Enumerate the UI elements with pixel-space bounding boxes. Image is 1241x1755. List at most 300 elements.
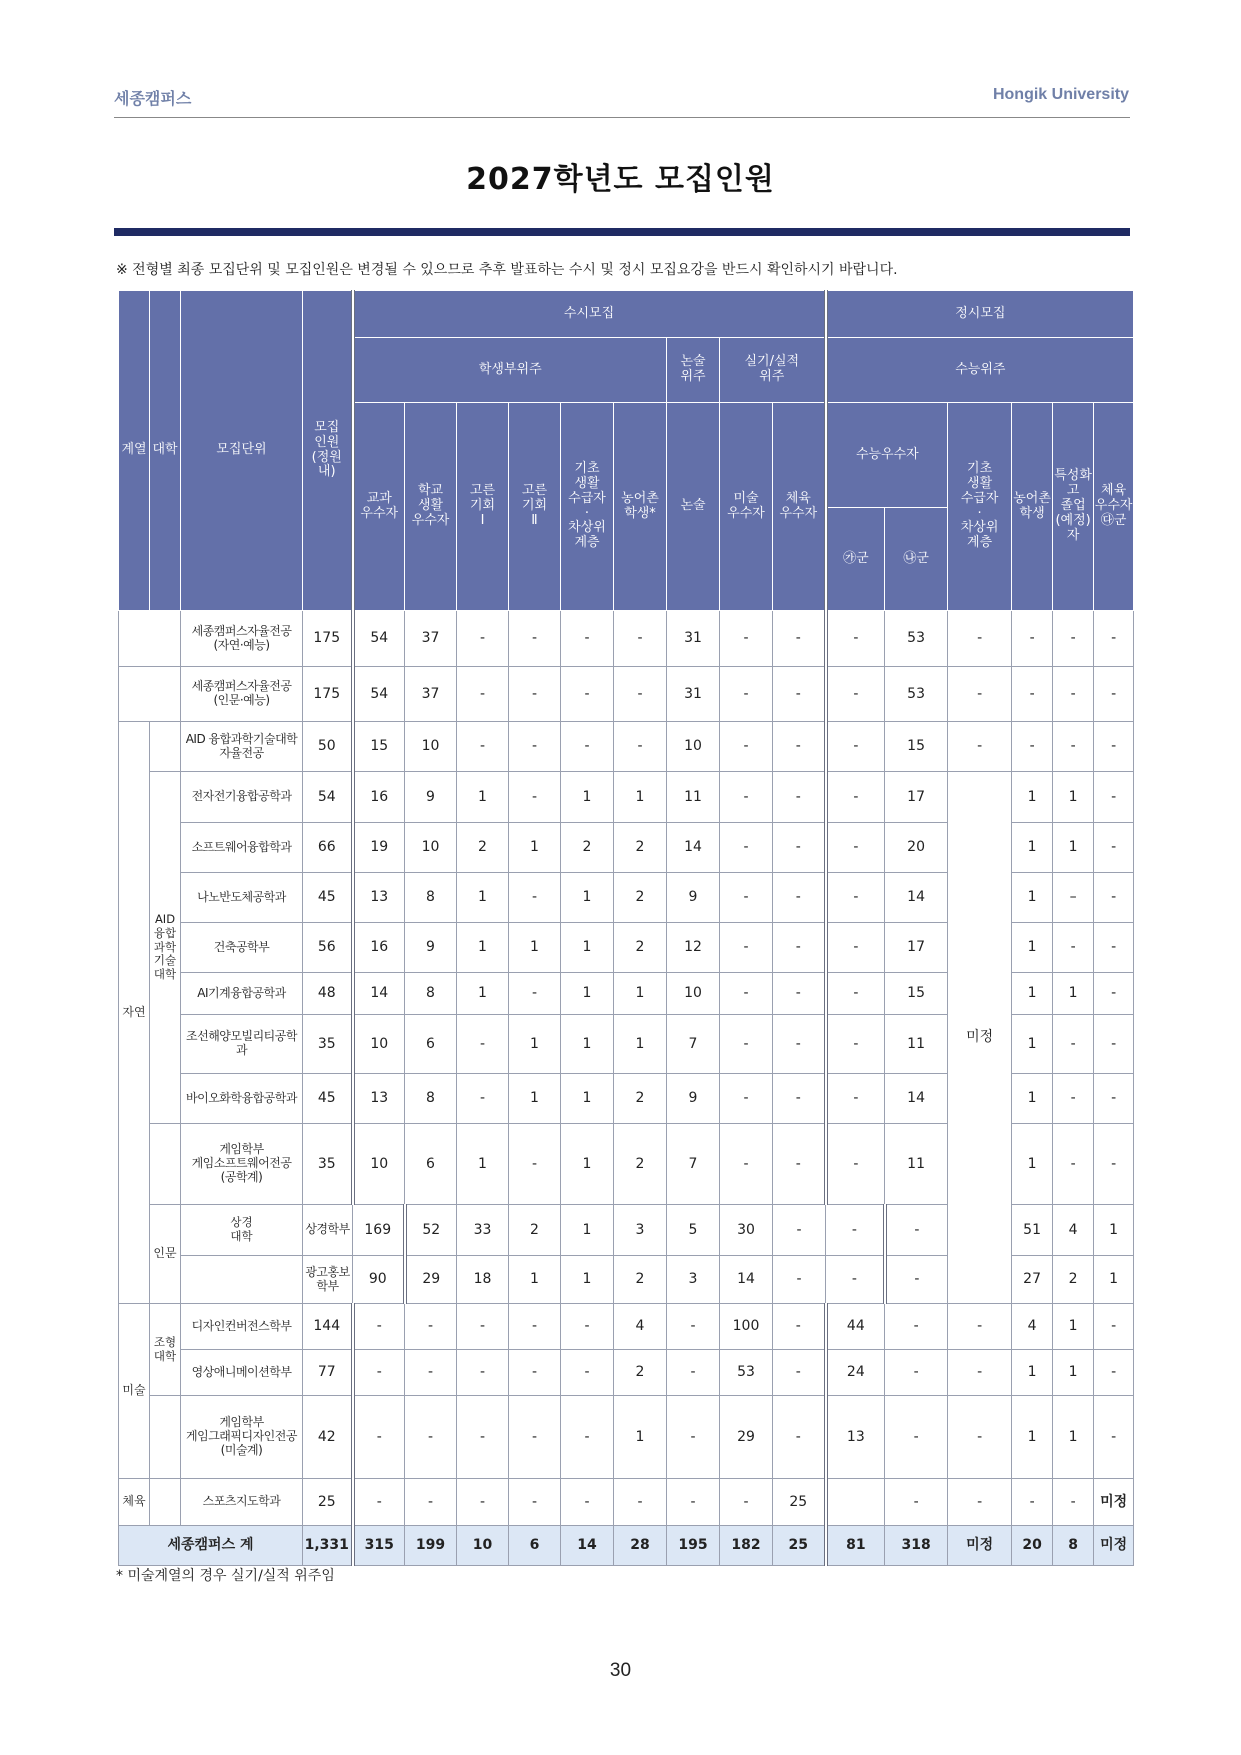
unit-cell: 영상애니메이션학부 <box>181 1350 303 1396</box>
total-cell: 315 <box>353 1526 405 1566</box>
cell: 37 <box>405 667 457 722</box>
cell: - <box>720 973 773 1015</box>
cell: 1 <box>614 772 667 823</box>
total-cell: 8 <box>1053 1526 1094 1566</box>
cell: - <box>561 611 614 667</box>
silgi-group-header: 실기/실적 위주 <box>720 338 826 403</box>
header-divider <box>114 117 1130 118</box>
group-cell <box>119 611 181 667</box>
cell: - <box>720 1479 773 1526</box>
jeongsi-header: 정시모집 <box>826 291 1134 338</box>
cell: 8 <box>405 973 457 1015</box>
cell: 5 <box>667 1205 720 1256</box>
cell: - <box>773 823 826 873</box>
cell: - <box>1053 722 1094 772</box>
cell: 4 <box>614 1304 667 1350</box>
cell: - <box>1094 923 1134 973</box>
cell: - <box>509 667 561 722</box>
cell: 15 <box>885 722 948 772</box>
cell: 18 <box>457 1256 509 1304</box>
cell: 10 <box>353 1015 405 1074</box>
cell: - <box>1094 1124 1134 1205</box>
cell: - <box>948 722 1012 772</box>
cell: 1 <box>561 1205 614 1256</box>
cell: 4 <box>1053 1205 1094 1256</box>
group-cell <box>119 667 181 722</box>
cell: 12 <box>667 923 720 973</box>
mijeong-merged-cell: 미정 <box>948 772 1012 1304</box>
cell: - <box>948 1479 1012 1526</box>
cell: 14 <box>885 1074 948 1124</box>
cell: 25 <box>303 1479 353 1526</box>
cell: 45 <box>303 1074 353 1124</box>
cell: 14 <box>720 1256 773 1304</box>
cell: 1 <box>1053 973 1094 1015</box>
cell: - <box>948 1350 1012 1396</box>
cell: - <box>1053 1124 1094 1205</box>
cell: 1 <box>509 1256 561 1304</box>
cell: 100 <box>720 1304 773 1350</box>
cell: 42 <box>303 1396 353 1479</box>
cell: 10 <box>405 722 457 772</box>
cell: 11 <box>885 1124 948 1205</box>
cell: - <box>773 1124 826 1205</box>
table-row <box>119 1479 1134 1526</box>
cell: 45 <box>303 873 353 923</box>
cell: 1 <box>1012 1015 1053 1074</box>
col-gicho2-header: 기초 생활 수급자 · 차상위 계층 <box>948 403 1012 611</box>
cell: - <box>720 1074 773 1124</box>
table-row <box>119 611 1134 667</box>
cell: 54 <box>303 772 353 823</box>
cell: 52 <box>405 1205 457 1256</box>
cell: 15 <box>885 973 948 1015</box>
cell: 1 <box>614 1396 667 1479</box>
cell: 53 <box>885 667 948 722</box>
cell: 1 <box>1053 1304 1094 1350</box>
cell: 29 <box>720 1396 773 1479</box>
cell: - <box>1094 611 1134 667</box>
cell: - <box>561 1479 614 1526</box>
cell: 1 <box>614 1015 667 1074</box>
table-row <box>119 1350 1134 1396</box>
cell: 30 <box>720 1205 773 1256</box>
cell: 3 <box>614 1205 667 1256</box>
cell: 9 <box>405 923 457 973</box>
col-quota-header: 모집 인원 (정원내) <box>303 291 353 611</box>
cell: 1 <box>561 1015 614 1074</box>
total-cell: 318 <box>885 1526 948 1566</box>
cell: 53 <box>885 611 948 667</box>
cell: - <box>773 923 826 973</box>
cell: - <box>405 1304 457 1350</box>
cell: 미정 <box>1094 1479 1134 1526</box>
cell: 56 <box>303 923 353 973</box>
cell: - <box>1094 1396 1134 1479</box>
total-cell: 10 <box>457 1526 509 1566</box>
cell: - <box>1094 1015 1134 1074</box>
col-suneung-header: 수능우수자 <box>826 403 948 508</box>
col-gicho-header: 기초 생활 수급자 · 차상위 계층 <box>561 403 614 611</box>
cell: 48 <box>303 973 353 1015</box>
col-ga-header: ㉮군 <box>826 508 885 611</box>
cell: - <box>885 1256 948 1304</box>
cell: 10 <box>353 1124 405 1205</box>
cell: - <box>1094 1074 1134 1124</box>
cell: 19 <box>353 823 405 873</box>
cell: - <box>509 973 561 1015</box>
cell: 1 <box>1053 823 1094 873</box>
table-row <box>119 772 1134 823</box>
cell: - <box>509 722 561 772</box>
cell: - <box>948 611 1012 667</box>
title-bar <box>114 228 1130 236</box>
cell: - <box>667 1350 720 1396</box>
cell: 27 <box>1012 1256 1053 1304</box>
cell: - <box>826 1124 885 1205</box>
cell: - <box>773 722 826 772</box>
cell: - <box>826 667 885 722</box>
cell: - <box>614 722 667 772</box>
cell: 1 <box>561 873 614 923</box>
total-cell: 20 <box>1012 1526 1053 1566</box>
total-cell: 25 <box>773 1526 826 1566</box>
cell: 1 <box>457 1124 509 1205</box>
col-cheyuk2-header: 체육 우수자 ㉰군 <box>1094 403 1134 611</box>
cell: - <box>885 1396 948 1479</box>
unit-cell: AID 융합과학기술대학 자율전공 <box>181 722 303 772</box>
col-nongeo2-header: 농어촌 학생 <box>1012 403 1053 611</box>
cell: - <box>405 1350 457 1396</box>
cell: 1 <box>509 823 561 873</box>
cell: - <box>509 1304 561 1350</box>
cell: 9 <box>667 1074 720 1124</box>
cell <box>826 1479 885 1526</box>
table-row <box>119 722 1134 772</box>
cell: 17 <box>885 923 948 973</box>
suneung-group-header: 수능위주 <box>826 338 1134 403</box>
cell: - <box>948 1304 1012 1350</box>
cell: - <box>457 667 509 722</box>
cell: - <box>1094 1350 1134 1396</box>
cell: - <box>948 1396 1012 1479</box>
quota-table <box>118 290 1134 1566</box>
college-cell <box>181 1256 303 1304</box>
college-cell <box>150 1479 181 1526</box>
cell: - <box>885 1350 948 1396</box>
col-misul-header: 미술 우수자 <box>720 403 773 611</box>
unit-cell: 조선해양모빌리티공학과 <box>181 1015 303 1074</box>
cell: 20 <box>885 823 948 873</box>
cell: - <box>457 1015 509 1074</box>
cell: - <box>509 1350 561 1396</box>
cell: 1 <box>1094 1256 1134 1304</box>
cell: 1 <box>1053 772 1094 823</box>
cell: 1 <box>509 1015 561 1074</box>
col-goreun2-header: 고른 기회 Ⅱ <box>509 403 561 611</box>
cell: 3 <box>667 1256 720 1304</box>
cell: - <box>1053 611 1094 667</box>
cell: - <box>1012 611 1053 667</box>
cell: - <box>826 1256 885 1304</box>
cell: 35 <box>303 1124 353 1205</box>
cell: - <box>773 1256 826 1304</box>
cell: - <box>457 611 509 667</box>
cell: - <box>885 1479 948 1526</box>
group-misul: 미술 <box>119 1304 150 1479</box>
cell: - <box>1094 667 1134 722</box>
cell: - <box>667 1304 720 1350</box>
total-cell: 미정 <box>948 1526 1012 1566</box>
col-goreun1-header: 고른 기회 Ⅰ <box>457 403 509 611</box>
cell: - <box>457 1074 509 1124</box>
cell: 2 <box>614 1256 667 1304</box>
college-cell <box>150 1396 181 1479</box>
unit-cell: 상경학부 <box>303 1205 353 1256</box>
col-hakgyo-header: 학교 생활 우수자 <box>405 403 457 611</box>
col-na-header: ㉯군 <box>885 508 948 611</box>
cell: - <box>405 1479 457 1526</box>
cell: - <box>614 1479 667 1526</box>
col-cheyuk-header: 체육 우수자 <box>773 403 826 611</box>
cell: 14 <box>667 823 720 873</box>
cell: 1 <box>1094 1205 1134 1256</box>
cell: - <box>509 873 561 923</box>
header-row-1 <box>119 291 1134 338</box>
unit-cell: 건축공학부 <box>181 923 303 973</box>
cell: 44 <box>826 1304 885 1350</box>
unit-cell: 소프트웨어융합학과 <box>181 823 303 873</box>
cell: 1 <box>457 923 509 973</box>
col-unit-header: 모집단위 <box>181 291 303 611</box>
cell: - <box>1012 667 1053 722</box>
cell: 1 <box>1053 1350 1094 1396</box>
unit-cell: 스포츠지도학과 <box>181 1479 303 1526</box>
cell: 31 <box>667 611 720 667</box>
cell: - <box>509 611 561 667</box>
cell: 31 <box>667 667 720 722</box>
cell: - <box>885 1205 948 1256</box>
cell: - <box>561 1396 614 1479</box>
cell: 13 <box>826 1396 885 1479</box>
cell: 1 <box>1012 873 1053 923</box>
cell: 54 <box>353 611 405 667</box>
group-jayeon: 자연 <box>119 722 150 1304</box>
susi-header: 수시모집 <box>353 291 826 338</box>
group-inmun: 인문 <box>150 1205 181 1304</box>
cell: 2 <box>614 873 667 923</box>
cell: - <box>1053 1074 1094 1124</box>
cell: - <box>457 1304 509 1350</box>
cell: 1 <box>457 772 509 823</box>
unit-cell: 바이오화학융합공학과 <box>181 1074 303 1124</box>
cell: - <box>353 1396 405 1479</box>
unit-cell: 디자인컨버전스학부 <box>181 1304 303 1350</box>
col-nonsul-header: 논술 <box>667 403 720 611</box>
cell: 50 <box>303 722 353 772</box>
cell: - <box>1094 823 1134 873</box>
college-johyeong: 조형 대학 <box>150 1304 181 1396</box>
cell: 11 <box>885 1015 948 1074</box>
cell: - <box>561 1304 614 1350</box>
cell: - <box>773 772 826 823</box>
campus-label: 세종캠퍼스 <box>114 89 192 108</box>
cell: - <box>948 667 1012 722</box>
cell: - <box>1053 667 1094 722</box>
cell: 9 <box>667 873 720 923</box>
total-cell: 182 <box>720 1526 773 1566</box>
col-college-header: 대학 <box>150 291 181 611</box>
cell: 2 <box>614 1074 667 1124</box>
cell: - <box>353 1350 405 1396</box>
cell: 8 <box>405 1074 457 1124</box>
cell: - <box>1094 722 1134 772</box>
total-cell: 81 <box>826 1526 885 1566</box>
table-row <box>119 1396 1134 1479</box>
cell: - <box>826 973 885 1015</box>
cell: 1 <box>1012 973 1053 1015</box>
cell: - <box>614 611 667 667</box>
cell: 13 <box>353 1074 405 1124</box>
group-cheyuk: 체육 <box>119 1479 150 1526</box>
cell: 54 <box>353 667 405 722</box>
cell: - <box>457 1396 509 1479</box>
cell: 175 <box>303 611 353 667</box>
cell: 10 <box>667 973 720 1015</box>
cell: 1 <box>509 923 561 973</box>
cell: 8 <box>405 873 457 923</box>
cell: 2 <box>614 823 667 873</box>
cell: 1 <box>561 772 614 823</box>
cell: 1 <box>1053 1396 1094 1479</box>
cell: - <box>1012 1479 1053 1526</box>
cell: - <box>509 1124 561 1205</box>
total-cell: 14 <box>561 1526 614 1566</box>
col-teuksong-header: 특성화 고 졸업 (예정) 자 <box>1053 403 1094 611</box>
cell: - <box>773 1304 826 1350</box>
college-cell <box>150 1124 181 1205</box>
cell: - <box>1053 923 1094 973</box>
cell: - <box>457 1350 509 1396</box>
cell: 53 <box>720 1350 773 1396</box>
cell: 13 <box>353 873 405 923</box>
cell: 4 <box>1012 1304 1053 1350</box>
unit-cell: 게임학부 게임소프트웨어전공 (공학계) <box>181 1124 303 1205</box>
cell: - <box>614 667 667 722</box>
total-row <box>119 1526 1134 1566</box>
cell: - <box>826 1015 885 1074</box>
cell: 17 <box>885 772 948 823</box>
cell: - <box>773 1205 826 1256</box>
cell: - <box>720 1124 773 1205</box>
cell: 1 <box>561 973 614 1015</box>
cell: - <box>773 611 826 667</box>
cell: 14 <box>353 973 405 1015</box>
cell: - <box>720 823 773 873</box>
cell: 2 <box>614 923 667 973</box>
col-nongeo-header: 농어촌 학생* <box>614 403 667 611</box>
cell: - <box>773 1350 826 1396</box>
cell: 1 <box>1012 823 1053 873</box>
total-label: 세종캠퍼스 계 <box>119 1526 303 1566</box>
cell: - <box>720 772 773 823</box>
table-row <box>119 667 1134 722</box>
cell: 51 <box>1012 1205 1053 1256</box>
cell: 1 <box>457 973 509 1015</box>
total-cell: 195 <box>667 1526 720 1566</box>
cell: - <box>773 667 826 722</box>
cell: - <box>773 1015 826 1074</box>
unit-cell: 전자전기융합공학과 <box>181 772 303 823</box>
cell: 1 <box>1012 1396 1053 1479</box>
cell: - <box>826 722 885 772</box>
cell: 1 <box>561 1124 614 1205</box>
cell: 2 <box>1053 1256 1094 1304</box>
cell: - <box>1053 1015 1094 1074</box>
page-title: 2027학년도 모집인원 <box>466 162 775 197</box>
cell: 1 <box>1012 772 1053 823</box>
notice-text: ※ 전형별 최종 모집단위 및 모집인원은 변경될 수 있으므로 추후 발표하는 수시 및 정시 모집요강을 반드시 확인하시기 바랍니다. <box>116 262 898 278</box>
cell: - <box>773 873 826 923</box>
cell: 2 <box>509 1205 561 1256</box>
cell: - <box>405 1396 457 1479</box>
cell: 2 <box>614 1350 667 1396</box>
cell: 2 <box>457 823 509 873</box>
cell: - <box>509 1396 561 1479</box>
cell: - <box>826 1205 885 1256</box>
cell: - <box>667 1479 720 1526</box>
cell: 90 <box>353 1256 405 1304</box>
cell: 2 <box>561 823 614 873</box>
cell: 16 <box>353 923 405 973</box>
cell: - <box>509 772 561 823</box>
cell: 6 <box>405 1015 457 1074</box>
cell: 1 <box>1012 1074 1053 1124</box>
cell: 10 <box>405 823 457 873</box>
unit-cell: AI기계융합공학과 <box>181 973 303 1015</box>
total-cell: 미정 <box>1094 1526 1134 1566</box>
cell: - <box>1094 1304 1134 1350</box>
cell: - <box>1012 722 1053 772</box>
cell: - <box>1053 1479 1094 1526</box>
page-number: 30 <box>609 1660 632 1681</box>
cell: 1 <box>457 873 509 923</box>
cell: - <box>1094 873 1134 923</box>
cell: 25 <box>773 1479 826 1526</box>
cell: 11 <box>667 772 720 823</box>
cell: 1 <box>1012 1350 1053 1396</box>
cell: 1 <box>561 1256 614 1304</box>
col-gyogwa-header: 교과 우수자 <box>353 403 405 611</box>
cell: 14 <box>885 873 948 923</box>
footnote: * 미술계열의 경우 실기/실적 위주임 <box>116 1568 335 1584</box>
cell: 15 <box>353 722 405 772</box>
cell: 1 <box>1012 923 1053 973</box>
cell: - <box>720 1015 773 1074</box>
cell: - <box>353 1479 405 1526</box>
cell: 16 <box>353 772 405 823</box>
cell: 1 <box>561 1074 614 1124</box>
cell: 7 <box>667 1124 720 1205</box>
cell: - <box>720 923 773 973</box>
cell: 77 <box>303 1350 353 1396</box>
cell: 9 <box>405 772 457 823</box>
cell: 35 <box>303 1015 353 1074</box>
cell: - <box>561 722 614 772</box>
college-cell <box>150 722 181 772</box>
cell: - <box>1094 973 1134 1015</box>
unit-cell: 세종캠퍼스자율전공 (자연·예능) <box>181 611 303 667</box>
